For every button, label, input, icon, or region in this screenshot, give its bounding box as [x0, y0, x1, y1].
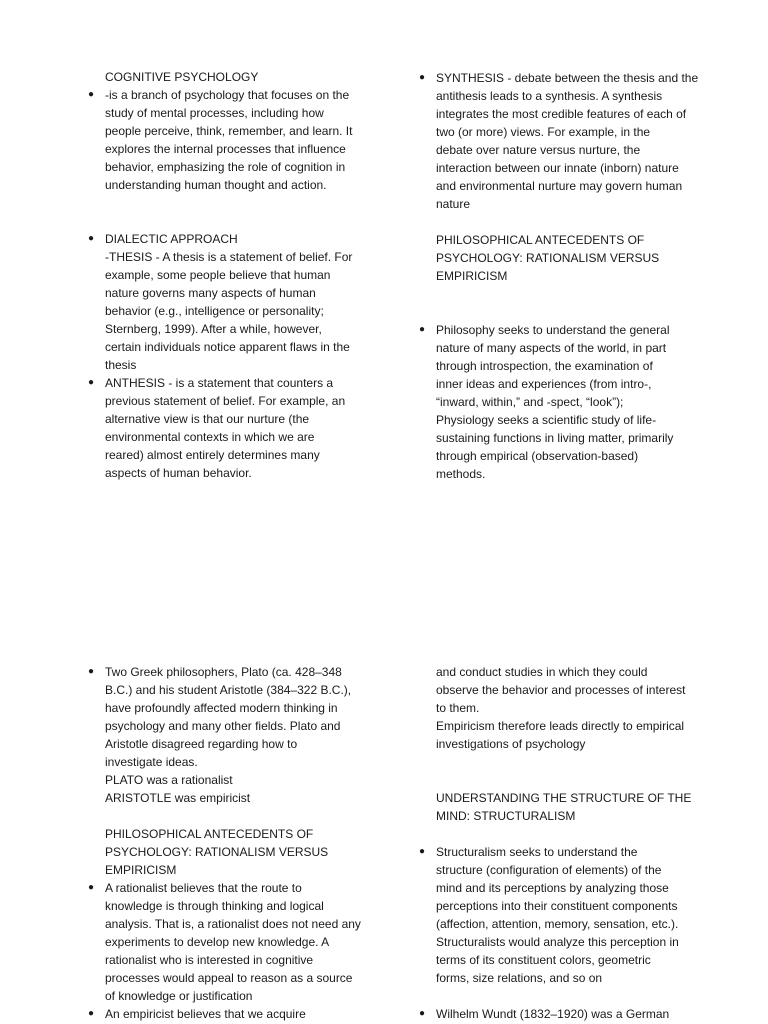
- bullet-icon: ●: [419, 72, 426, 83]
- bullet-icon: ●: [88, 666, 95, 677]
- bullet-item-structuralism: [419, 843, 706, 987]
- bullet-item-definition: [88, 86, 375, 194]
- bullet-item-synthesis: [419, 69, 706, 213]
- bullet-icon: ●: [88, 377, 95, 388]
- bullet-item-anthesis: [88, 374, 375, 482]
- bullet-item-greek-philosophers: [88, 663, 375, 807]
- section-heading-cognitive-psychology: COGNITIVE PSYCHOLOGY: [105, 70, 259, 84]
- paragraph-empiricism-continuation: and conduct studies in which they could observe the behavior and processes of interest to them. Empiricism therefore leads directly to empirical investigations of psychology: [436, 665, 686, 751]
- bullet-icon: ●: [419, 1008, 426, 1019]
- column-top-right: [419, 69, 706, 483]
- paragraph-synthesis: SYNTHESIS - debate between the thesis and the antithesis leads to a synthesis. A synthesis integrates the most credible features of each of two (or more) views. For example, in the debate over nature versus nurture, the interaction between our innate (inborn) nature and environmental nurture may govern human nature: [436, 71, 699, 211]
- paragraph-greek-philosophers: Two Greek philosophers, Plato (ca. 428–348 B.C.) and his student Aristotle (384–322 B.C.), have profoundly affected modern thinking in psychology and many other fields. Plato and Aristotle disagreed regarding how to investigate ideas. PLATO was a rationalist ARISTOTLE was empiricist: [105, 665, 352, 805]
- bullet-icon: ●: [88, 89, 95, 100]
- paragraph-anthesis: ANTHESIS - is a statement that counters a previous statement of belief. For example, an alternative view is that our nurture (the environmental contexts in which we are reared) almost entirely determines many aspects of human behavior.: [105, 376, 346, 480]
- bullet-icon: ●: [88, 1008, 95, 1019]
- section-heading-philosophical-antecedents: PHILOSOPHICAL ANTECEDENTS OF PSYCHOLOGY: RATIONALISM VERSUS EMPIRICISM: [105, 827, 329, 877]
- bullet-item-empiricist: [88, 1005, 375, 1023]
- bullet-icon: ●: [419, 846, 426, 857]
- bullet-icon: ●: [419, 324, 426, 335]
- section-heading-philosophical-antecedents: PHILOSOPHICAL ANTECEDENTS OF PSYCHOLOGY: RATIONALISM VERSUS EMPIRICISM: [436, 233, 660, 283]
- column-top-left: [88, 68, 375, 482]
- bullet-item-philosophy: [419, 321, 706, 483]
- bullet-icon: ●: [88, 233, 95, 244]
- paragraph-empiricist: An empiricist believes that we acquire: [105, 1007, 306, 1021]
- column-bottom-left: [88, 663, 375, 1023]
- bullet-icon: ●: [88, 882, 95, 893]
- paragraph-dialectic-thesis: DIALECTIC APPROACH -THESIS - A thesis is a statement of belief. For example, some people believe that human nature governs many aspects of human behavior (e.g., intelligence or personality; Sternberg, 1999). After a while, however, certain individuals notice apparent flaws in the thesis: [105, 232, 353, 372]
- section-heading-structuralism: UNDERSTANDING THE STRUCTURE OF THE MIND: STRUCTURALISM: [436, 791, 692, 823]
- paragraph-wundt: Wilhelm Wundt (1832–1920) was a German: [436, 1007, 670, 1021]
- paragraph-philosophy: Philosophy seeks to understand the general nature of many aspects of the world, in part through introspection, the examination of inner ideas and experiences (from intro-, “inward, within,” and -spect, “look”); Physiology seeks a scientific study of life- sustaining functions in living matter, primarily through empirical (observation-based) methods.: [436, 323, 674, 481]
- paragraph-structuralism: Structuralism seeks to understand the structure (configuration of elements) of the mind and its perceptions by analyzing those perceptions into their constituent components (affection, attention, memory, sensation, etc.). Structuralists would analyze this perception in terms of its constituent colors, geometric forms, size relations, and so on: [436, 845, 679, 985]
- bullet-item-dialectic: [88, 230, 375, 374]
- bullet-item-rationalist: [88, 879, 375, 1005]
- bullet-item-wundt: [419, 1005, 706, 1023]
- paragraph-definition: -is a branch of psychology that focuses on the study of mental processes, including how people perceive, think, remember, and learn. It explores the internal processes that influence behavior, emphasizing the role of cognition in understanding human thought and action.: [105, 88, 353, 192]
- paragraph-rationalist: A rationalist believes that the route to knowledge is through thinking and logical analysis. That is, a rationalist does not need any experiments to develop new knowledge. A rationalist who is interested in cognitive processes would appeal to reason as a source of knowledge or justification: [105, 881, 361, 1003]
- column-bottom-right: [419, 663, 706, 1023]
